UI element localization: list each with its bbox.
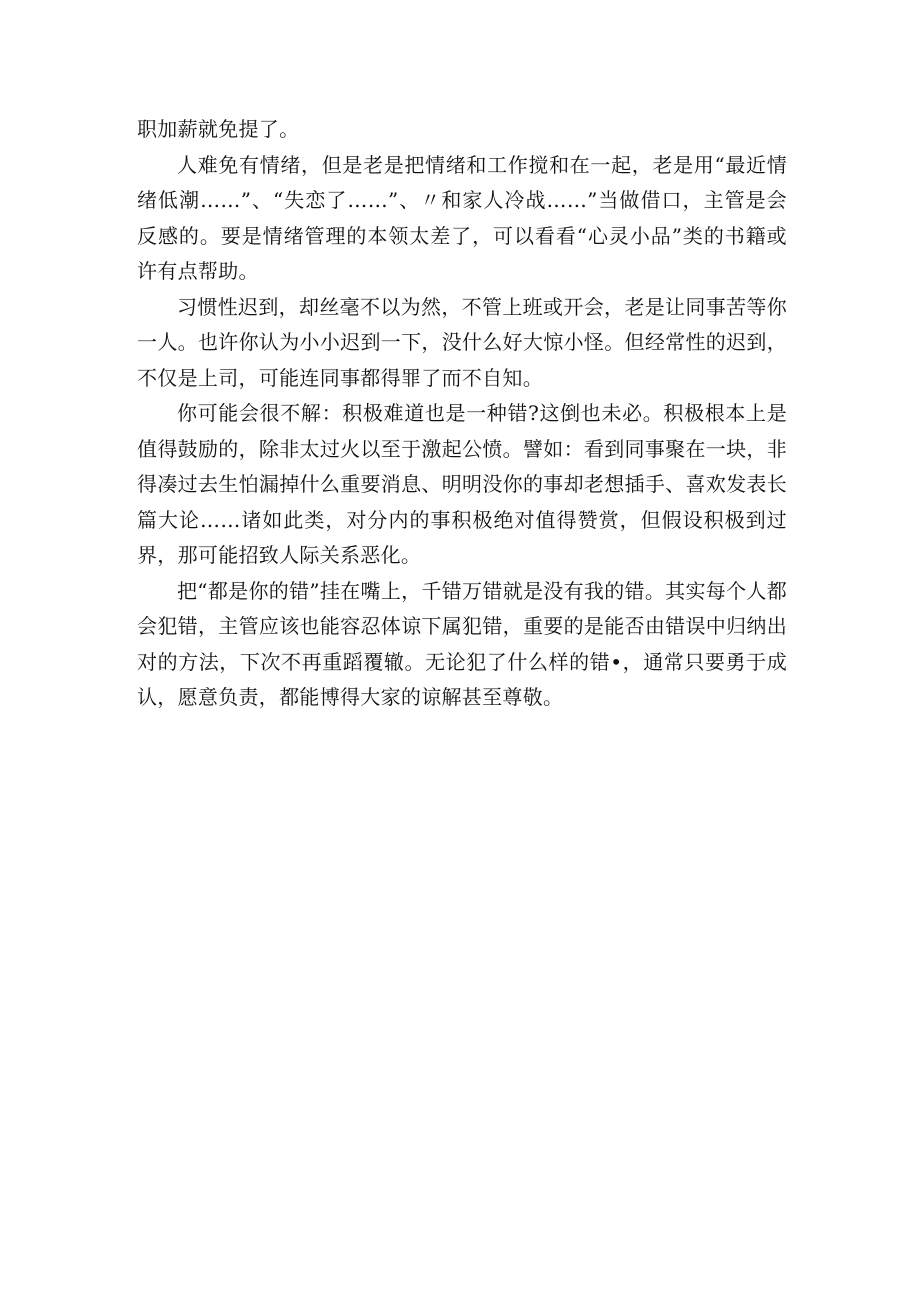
document-body	[137, 112, 787, 716]
paragraph-lateness: 习惯性迟到，却丝毫不以为然，不管上班或开会，老是让同事苦等你一人。也许你认为小小迟到一下，没什么好大惊小怪。但经常性的迟到，不仅是上司，可能连同事都得罪了而不自知。	[137, 294, 787, 390]
paragraph-blaming: 把“都是你的错”挂在嘴上，千错万错就是没有我的错。其实每个人都会犯错，主管应该也能容忍体谅下属犯错，重要的是能否由错误中归纳出对的方法，下次不再重蹈覆辙。无论犯了什么样的错•，通常只要勇于成认，愿意负责，都能博得大家的谅解甚至尊敬。	[137, 578, 787, 709]
paragraph-overeagerness: 你可能会很不解：积极难道也是一种错?这倒也未必。积极根本上是值得鼓励的，除非太过火以至于激起公愤。譬如：看到同事聚在一块，非得凑过去生怕漏掉什么重要消息、明明没你的事却老想插手、喜欢发表长篇大论……诸如此类，对分内的事积极绝对值得赞赏，但假设积极到过界，那可能招致人际关系恶化。	[137, 401, 787, 567]
paragraph-emotions: 人难免有情绪，但是老是把情绪和工作搅和在一起，老是用“最近情绪低潮……”、“失恋了……”、〃和家人冷战……”当做借口，主管是会反感的。要是情绪管理的本领太差了，可以看看“心灵小品”类的书籍或许有点帮助。	[137, 152, 787, 283]
paragraph-continuation: 职加薪就免提了。	[137, 117, 300, 141]
